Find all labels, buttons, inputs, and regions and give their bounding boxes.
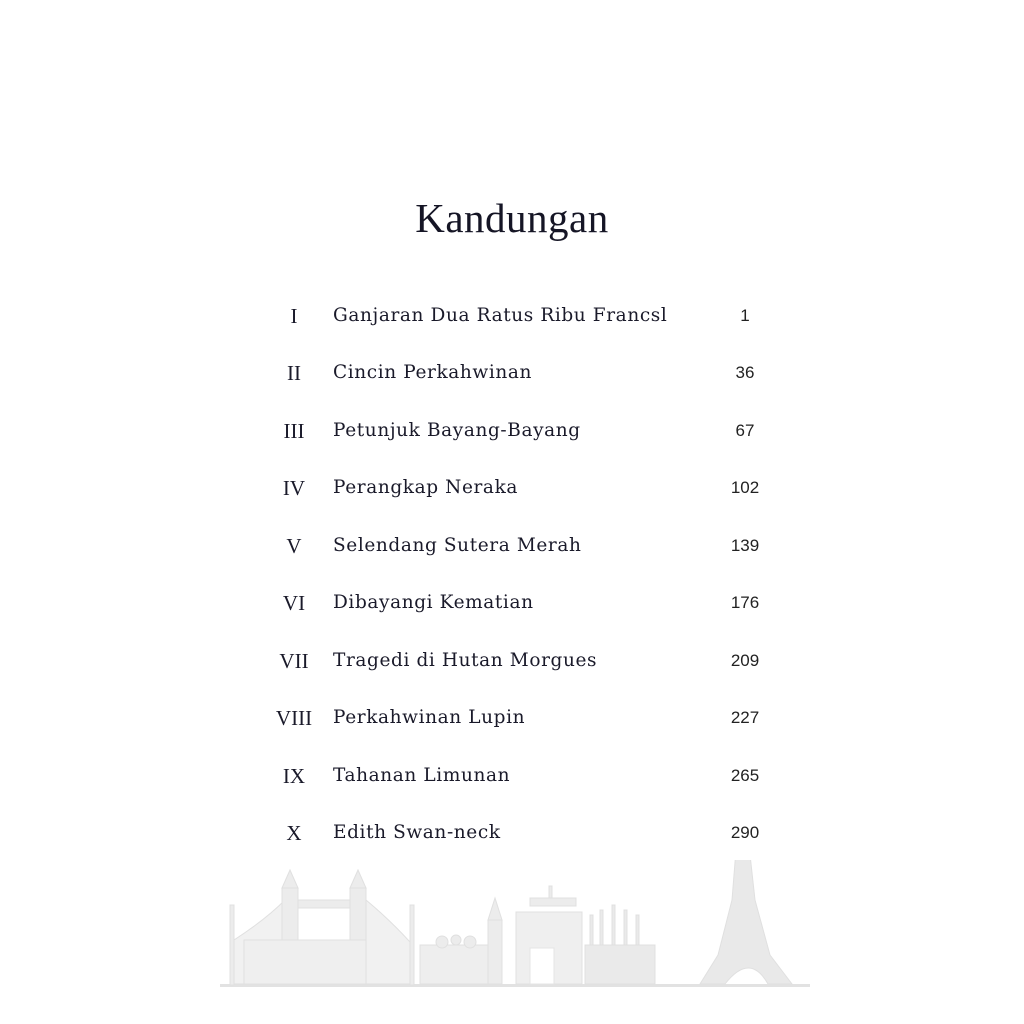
toc-row xyxy=(0,534,1024,568)
chapter-number: IX xyxy=(282,764,306,788)
chapter-number: II xyxy=(287,361,301,385)
chapter-title: Perangkap Neraka xyxy=(333,477,519,498)
page-title: Kandungan xyxy=(415,195,609,241)
chapter-number: VIII xyxy=(275,706,313,730)
chapter-title: Dibayangi Kematian xyxy=(333,592,534,613)
toc-row xyxy=(0,591,1024,625)
toc-row xyxy=(0,706,1024,740)
chapter-title: Edith Swan-neck xyxy=(333,822,501,843)
city-skyline-illustration xyxy=(220,860,810,990)
chapter-number: III xyxy=(283,419,305,443)
chapter-page: 1 xyxy=(740,306,750,325)
toc-row xyxy=(0,476,1024,510)
toc-row xyxy=(0,304,1024,338)
chapter-number: I xyxy=(290,304,298,328)
chapter-title: Cincin Perkahwinan xyxy=(333,362,533,383)
chapter-number: VI xyxy=(282,591,306,615)
chapter-title: Tahanan Limunan xyxy=(333,765,511,786)
chapter-page: 176 xyxy=(730,593,760,612)
chapter-title: Ganjaran Dua Ratus Ribu Francsl xyxy=(333,305,668,326)
toc-row xyxy=(0,764,1024,798)
chapter-page: 290 xyxy=(730,823,760,842)
toc-row xyxy=(0,419,1024,453)
chapter-number: IV xyxy=(282,476,306,500)
chapter-number: X xyxy=(286,821,302,845)
chapter-title: Petunjuk Bayang-Bayang xyxy=(333,420,581,441)
toc-row xyxy=(0,649,1024,683)
chapter-page: 265 xyxy=(730,766,760,785)
chapter-page: 102 xyxy=(730,478,760,497)
chapter-page: 209 xyxy=(730,651,760,670)
chapter-number: V xyxy=(286,534,302,558)
toc-row xyxy=(0,361,1024,395)
chapter-number: VII xyxy=(279,649,309,673)
chapter-title: Tragedi di Hutan Morgues xyxy=(333,650,598,671)
chapter-page: 36 xyxy=(735,363,755,382)
chapter-title: Selendang Sutera Merah xyxy=(333,535,582,556)
chapter-page: 227 xyxy=(730,708,760,727)
toc-row xyxy=(0,821,1024,855)
chapter-title: Perkahwinan Lupin xyxy=(333,707,526,728)
chapter-page: 67 xyxy=(735,421,755,440)
chapter-page: 139 xyxy=(730,536,760,555)
